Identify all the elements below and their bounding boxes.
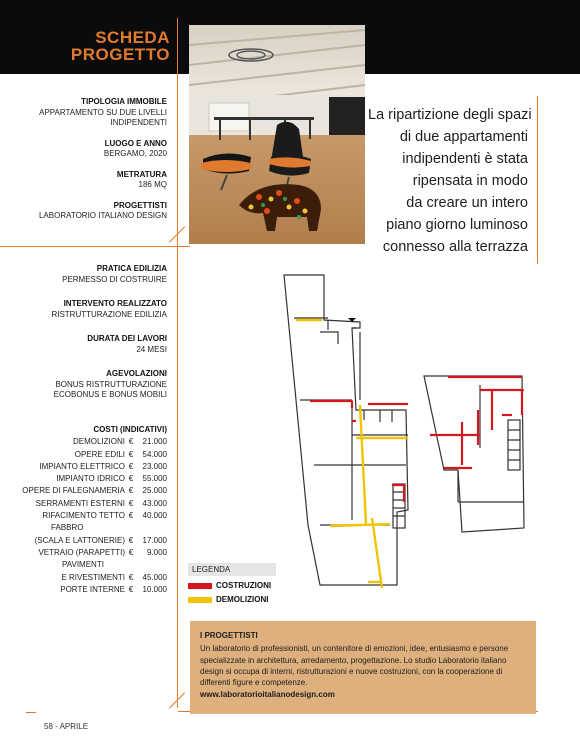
info-value: BERGAMO, 2020 xyxy=(103,149,167,158)
info-value: BONUS RISTRUTTURAZIONE xyxy=(55,379,167,389)
cost-amount: 10.000 xyxy=(142,584,167,594)
legend-swatch-red xyxy=(188,583,212,589)
cost-currency: € xyxy=(128,449,134,459)
cost-name: (SCALA E LATTONERIE) xyxy=(34,535,125,545)
cost-currency: € xyxy=(128,572,134,582)
lead-line: La ripartizione degli spazi xyxy=(368,107,532,123)
divider-horizontal xyxy=(0,246,190,247)
progettisti-url[interactable]: www.laboratorioitalianodesign.com xyxy=(200,690,335,700)
cost-row xyxy=(20,522,167,534)
divider-lead xyxy=(537,96,538,264)
costs-table xyxy=(20,424,167,596)
info-label: TIPOLOGIA IMMOBILE xyxy=(81,97,167,106)
cost-row xyxy=(20,498,167,510)
cost-currency: € xyxy=(128,498,134,508)
info-value: 24 MESI xyxy=(136,344,167,354)
title-line-2: PROGETTO xyxy=(70,45,170,64)
cost-name: PAVIMENTI xyxy=(62,560,104,570)
cost-currency: € xyxy=(128,486,134,496)
info-value: ECOBONUS E BONUS MOBILI xyxy=(53,390,167,399)
cost-row xyxy=(20,449,167,461)
cost-row xyxy=(20,584,167,596)
cost-amount: 45.000 xyxy=(142,572,167,582)
cost-name: OPERE EDILI xyxy=(74,449,125,459)
cost-currency: € xyxy=(128,547,134,557)
legend-label: COSTRUZIONI xyxy=(216,581,272,590)
info-label: PROGETTISTI xyxy=(113,200,167,210)
cost-row xyxy=(20,559,167,571)
progettisti-body: Un laboratorio di professionisti, un contenitore di emozioni, idee, entusiasmo e persone specializzate in architettura, arredamento, progettazione. Lo studio Laboratorio italiano design si occupa di interni, ristrutturazioni e nuove costruzioni, con la cooperazione di differenti figure e competenze. xyxy=(200,644,509,688)
divider-footer-left xyxy=(26,712,36,713)
cost-row xyxy=(20,461,167,473)
cost-amount: 25.000 xyxy=(142,486,167,496)
cost-row xyxy=(20,436,167,448)
section-title xyxy=(60,29,170,63)
cost-name: FABBRO xyxy=(51,523,84,533)
title-line-1: SCHEDA xyxy=(95,28,170,47)
cost-row xyxy=(20,473,167,485)
info-value: LABORATORIO ITALIANO DESIGN xyxy=(38,211,167,220)
info-luogo xyxy=(20,139,167,160)
legend xyxy=(188,563,276,604)
project-info-bottom xyxy=(20,264,167,411)
legend-item-costruzioni xyxy=(188,581,276,590)
legend-title: LEGENDA xyxy=(188,563,276,576)
info-agevolazioni xyxy=(20,369,167,401)
progettisti-box xyxy=(190,621,536,714)
cost-row xyxy=(20,510,167,522)
cost-row xyxy=(20,485,167,497)
cost-name: PORTE INTERNE xyxy=(60,584,125,594)
info-value: INDIPENDENTI xyxy=(110,118,167,127)
project-info-top xyxy=(20,97,167,232)
info-intervento xyxy=(20,299,167,320)
cost-row xyxy=(20,547,167,559)
lead-line: di due appartamenti xyxy=(399,129,528,145)
legend-swatch-yellow xyxy=(188,597,212,603)
cost-amount: 54.000 xyxy=(142,449,167,459)
lead-line: da creare un intero xyxy=(406,195,528,211)
info-value: PERMESSO DI COSTRUIRE xyxy=(62,274,167,284)
info-value: RISTRUTTURAZIONE EDILIZIA xyxy=(51,309,167,319)
divider-vertical xyxy=(177,18,178,708)
cost-amount: 23.000 xyxy=(142,461,167,471)
lead-line: piano giorno luminoso xyxy=(386,217,528,233)
costs-title: COSTI (INDICATIVI) xyxy=(93,425,167,434)
info-label: METRATURA xyxy=(116,169,167,179)
info-label: AGEVOLAZIONI xyxy=(106,369,167,378)
info-label: PRATICA EDILIZIA xyxy=(96,264,167,273)
cost-name: IMPIANTO ELETTRICO xyxy=(39,461,125,471)
info-label: DURATA DEI LAVORI xyxy=(87,334,167,343)
cost-currency: € xyxy=(128,461,134,471)
cost-currency: € xyxy=(128,437,134,447)
cost-currency: € xyxy=(128,584,134,594)
legend-label: DEMOLIZIONI xyxy=(216,595,269,604)
cost-amount: 55.000 xyxy=(142,474,167,484)
lead-line: connesso alla terrazza xyxy=(382,239,528,255)
lead-line: indipendenti è stata xyxy=(402,151,528,167)
floor-plan-right xyxy=(424,376,524,532)
info-label: LUOGO E ANNO xyxy=(104,138,167,148)
cost-currency: € xyxy=(128,511,134,521)
cost-amount: 21.000 xyxy=(142,437,167,447)
info-metratura xyxy=(20,170,167,191)
cost-row xyxy=(20,535,167,547)
info-label: INTERVENTO REALIZZATO xyxy=(63,299,167,308)
cost-name: SERRAMENTI ESTERNI xyxy=(35,498,125,508)
cost-name: OPERE DI FALEGNAMERIA xyxy=(22,486,125,496)
floor-plans xyxy=(280,270,540,595)
info-value: APPARTAMENTO SU DUE LIVELLI xyxy=(39,107,167,117)
legend-item-demolizioni xyxy=(188,595,276,604)
lead-paragraph xyxy=(368,104,532,258)
progettisti-title: I PROGETTISTI xyxy=(200,631,258,640)
cost-amount: 43.000 xyxy=(142,498,167,508)
floor-plan-left xyxy=(284,275,408,585)
cost-amount: 17.000 xyxy=(142,535,167,545)
cost-currency: € xyxy=(128,474,134,484)
cost-name: IMPIANTO IDRICO xyxy=(56,474,125,484)
cost-currency: € xyxy=(128,535,134,545)
cost-name: E RIVESTIMENTI xyxy=(61,572,125,582)
cost-amount: 9.000 xyxy=(146,547,167,557)
info-durata xyxy=(20,334,167,355)
info-pratica xyxy=(20,264,167,285)
info-tipologia xyxy=(20,97,167,129)
cost-row xyxy=(20,572,167,584)
info-value: 186 MQ xyxy=(138,180,167,189)
interior-photo xyxy=(189,25,365,244)
info-progettisti xyxy=(20,201,167,222)
cost-name: VETRAIO (PARAPETTI) xyxy=(38,547,125,557)
cost-name: RIFACIMENTO TETTO xyxy=(42,511,125,521)
cost-name: DEMOLIZIONI xyxy=(72,437,125,447)
page-footer: 58 - APRILE xyxy=(44,722,89,731)
cost-amount: 40.000 xyxy=(142,511,167,521)
lead-line: ripensata in modo xyxy=(412,173,528,189)
